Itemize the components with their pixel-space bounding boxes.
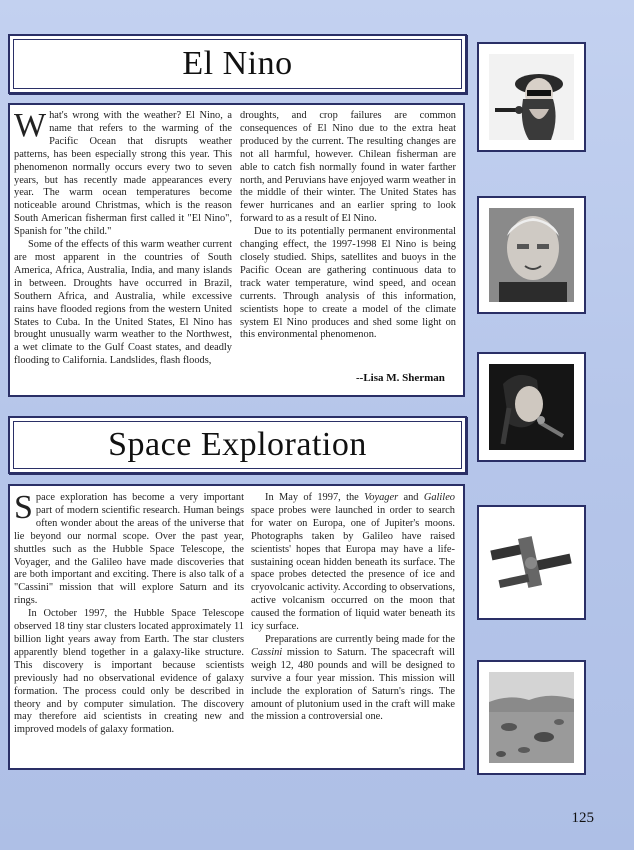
- el-nino-paragraph: droughts, and crop failures are common consequences of El Nino due to the extra heat produced by the current. The resulting changes are not all harmful, however. Chilean fisherman are able to catch fish normally found in water farther north, and Peruvians have enjoyed warm weather in the middle of their winter. The United States has fewer hurricanes and an earlier spring to look forward to as a result of El Nino.: [240, 110, 456, 225]
- photo-frame-3: [477, 352, 586, 462]
- space-dropcap: S: [14, 489, 33, 526]
- space-title: Space Exploration: [108, 426, 367, 463]
- byline: --Lisa M. Sherman: [356, 372, 445, 384]
- photo-frame-4: [477, 505, 586, 620]
- el-nino-paragraph: Some of the effects of this warm weather current are most apparent in the countries of South America, Africa, Australia, India, and many islands in between. Droughts have occurred in Brazil, Southern Africa, and Australia, while excessive rains have flooded regions from the western United States to Cuba. In the United States, El Nino has brought unusually warm weather to the Northwest, a wet climate to the Gulf Coast states, and deadly flooding to California. Landslides, flash floods,: [14, 239, 232, 367]
- space-station-photo: [489, 517, 574, 608]
- el-nino-title-box: [8, 34, 467, 94]
- el-nino-paragraph: Due to its potentially permanent environmental changing effect, the 1997-1998 El Nino is being closely studied. Ships, satellites and buoys in the Pacific Ocean are gathering continuous data to track water temperature, wind speed, and ocean currents. Through analysis of this information, scientists hope to create a model of the climate system El Nino produces and shed some light on this environmental phenomenon.: [240, 226, 456, 341]
- space-paragraph: In October 1997, the Hubble Space Telescope observed 18 tiny star clusters located approximately 11 billion light years away from Earth. The star clusters apparently blend together in a galaxy-like structure. This discovery is important because scientists previously had no observational evidence of galaxy formation. The process could only be described in theory and by computer simulation. The discovery may therefore aid scientists in creating new and improved models of galaxy formation.: [14, 608, 244, 736]
- space-paragraph: pace exploration has become a very important part of modern scientific research. Human beings often wonder about the areas of the universe that lie beyond our normal scope. Over the past year, shuttles such as the Hubble Space Telescope, the Voyager, and the Galileo have made discoveries that are both important and exciting. There is also talk of a "Cassini" mission that will explore Saturn and its rings.: [14, 492, 244, 607]
- man-portrait-photo: [489, 208, 574, 302]
- el-nino-dropcap: W: [14, 107, 47, 144]
- space-column-2: [251, 492, 455, 724]
- photo-frame-2: [477, 196, 586, 314]
- el-nino-title: El Nino: [182, 45, 293, 82]
- woman-singing-photo: [489, 364, 574, 450]
- photo-frame-5: [477, 660, 586, 775]
- space-column-1: [14, 489, 244, 737]
- singer-with-cap-photo: [489, 54, 574, 140]
- page-number: 125: [571, 810, 594, 826]
- mars-surface-photo: [489, 672, 574, 763]
- space-title-box: [8, 416, 467, 474]
- space-paragraph: In May of 1997, the Voyager and Galileo space probes were launched in order to search for water on Europa, one of Jupiter's moons. Photographs taken by Galileo have raised scientists' hopes that Europa may have a life-sustaining ocean hidden beneath its surface. The space probes detected the presence of ice and cryovolcanic activity. According to observations, active volcanism occurred on the moon that caused the formation of liquid water beneath its icy surface.: [251, 492, 455, 633]
- photo-frame-1: [477, 42, 586, 152]
- el-nino-column-2: [240, 110, 456, 342]
- el-nino-paragraph: hat's wrong with the weather? El Nino, a name that refers to the warming of the Pacific Ocean that disrupts weather patterns, has been especially strong this year. This phenomenon normally occurs every two to seven years, but has recently made appearances every year. The warm ocean temperatures become noticeable around Christmas, which is the reason South American fisherman first called it "El Nino", Spanish for "the child.": [14, 110, 232, 238]
- space-paragraph: Preparations are currently being made for the Cassini mission to Saturn. The spacecraft will weigh 12, 480 pounds and will be designed to survive a four year mission. This mission will include the exploration of Saturn's rings. The amount of plutonium used in the craft will make the mission a controversial one.: [251, 633, 455, 723]
- el-nino-column-1: [14, 107, 232, 368]
